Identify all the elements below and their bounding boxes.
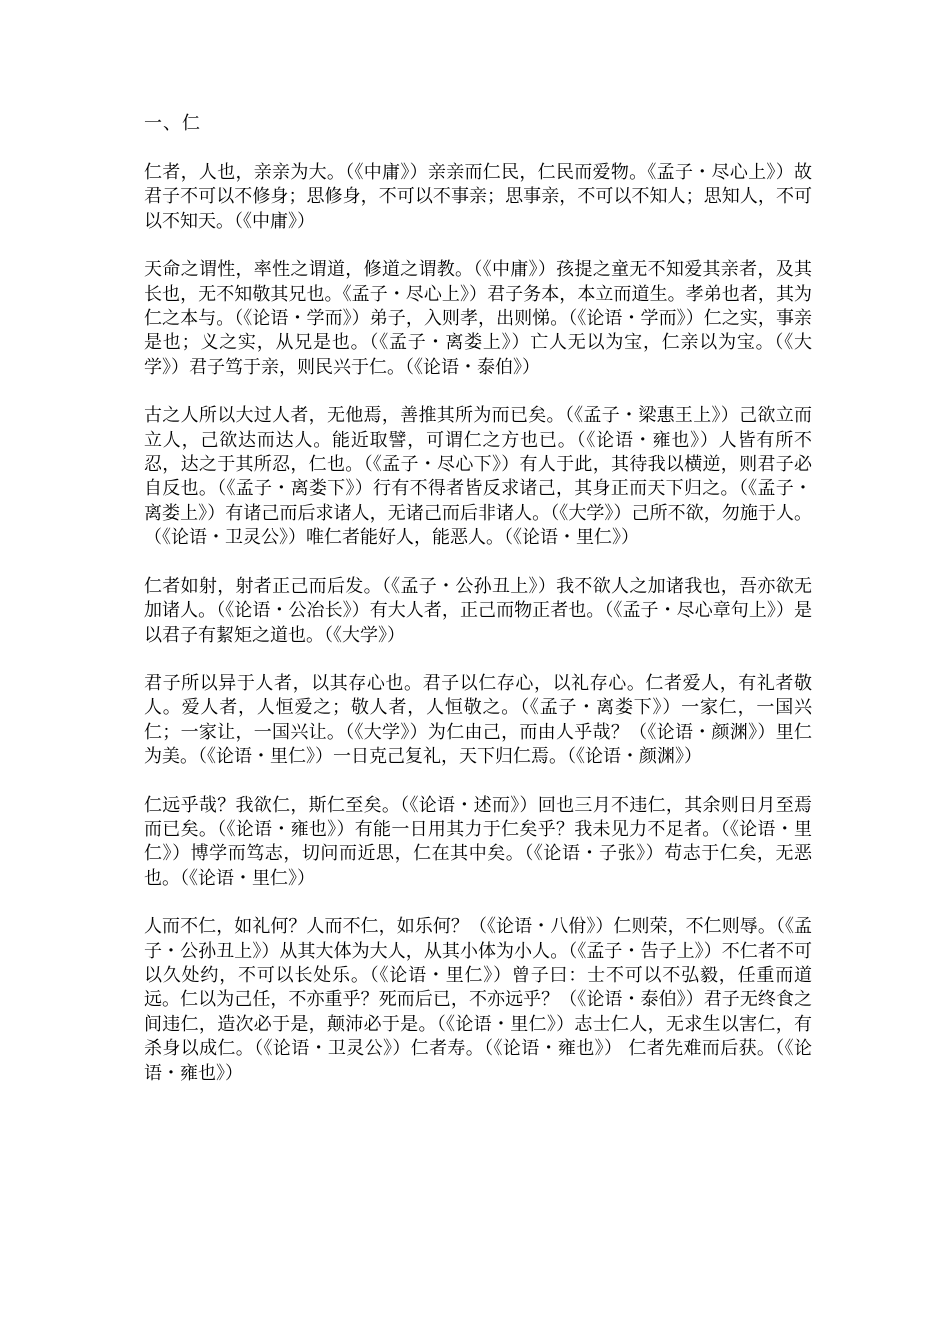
paragraph-1: 仁者，人也，亲亲为大。（《中庸》）亲亲而仁民，仁民而爱物。《孟子・尽心上》）故君子不可以不修身；思修身，不可以不事亲；思事亲，不可以不知人；思知人，不可以不知天。（《中庸》） xyxy=(144,162,812,232)
document-page xyxy=(144,112,812,1110)
paragraph-2: 天命之谓性，率性之谓道，修道之谓教。（《中庸》）孩提之童无不知爱其亲者，及其长也，无不知敬其兄也。《孟子・尽心上》）君子务本，本立而道生。孝弟也者，其为仁之本与。（《论语・学而》）弟子，入则孝，出则悌。（《论语・学而》）仁之实，事亲是也；义之实，从兄是也。（《孟子・离娄上》）亡人无以为宝，仁亲以为宝。（《大学》）君子笃于亲，则民兴于仁。（《论语・泰伯》） xyxy=(144,259,812,378)
paragraph-7: 人而不仁，如礼何？人而不仁，如乐何？（《论语・八佾》）仁则荣，不仁则辱。（《孟子・公孙丑上》）从其大体为大人，从其小体为小人。（《孟子・告子上》）不仁者不可以久处约，不可以长处乐。（《论语・里仁》）曾子曰：士不可以不弘毅，任重而道远。仁以为己任，不亦重乎？死而后已，不亦远乎？（《论语・泰伯》）君子无终食之间违仁，造次必于是，颠沛必于是。（《论语・里仁》）志士仁人，无求生以害仁，有杀身以成仁。（《论语・卫灵公》）仁者寿。（《论语・雍也》） 仁者先难而后获。（《论语・雍也》） xyxy=(144,916,812,1084)
section-heading: 一、仁 xyxy=(144,113,201,134)
paragraph-3: 古之人所以大过人者，无他焉，善推其所为而已矣。（《孟子・梁惠王上》）己欲立而立人，己欲达而达人。能近取譬，可谓仁之方也已。（《论语・雍也》）人皆有所不忍，达之于其所忍，仁也。（《孟子・尽心下》）有人于此，其待我以横逆，则君子必自反也。（《孟子・离娄下》）行有不得者皆反求诸己，其身正而天下归之。（《孟子・离娄上》）有诸己而后求诸人，无诸己而后非诸人。（《大学》）己所不欲，勿施于人。（《论语・卫灵公》）唯仁者能好人，能恶人。（《论语・里仁》） xyxy=(144,405,812,549)
paragraph-6: 仁远乎哉？我欲仁，斯仁至矣。（《论语・述而》）回也三月不违仁，其余则日月至焉而已矣。（《论语・雍也》）有能一日用其力于仁矣乎？我未见力不足者。（《论语・里仁》）博学而笃志，切问而近思，仁在其中矣。（《论语・子张》）苟志于仁矣，无恶也。（《论语・里仁》） xyxy=(144,794,812,889)
paragraph-5: 君子所以异于人者，以其存心也。君子以仁存心，以礼存心。仁者爱人，有礼者敬人。爱人者，人恒爱之；敬人者，人恒敬之。（《孟子・离娄下》）一家仁，一国兴仁；一家让，一国兴让。（《大学》）为仁由己，而由人乎哉？（《论语・颜渊》）里仁为美。（《论语・里仁》）一日克己复礼，天下归仁焉。（《论语・颜渊》） xyxy=(144,672,812,768)
paragraph-4: 仁者如射，射者正己而后发。（《孟子・公孙丑上》）我不欲人之加诸我也，吾亦欲无加诸人。（《论语・公冶长》）有大人者，正己而物正者也。（《孟子・尽心章句上》）是以君子有絜矩之道也。（《大学》） xyxy=(144,575,812,646)
